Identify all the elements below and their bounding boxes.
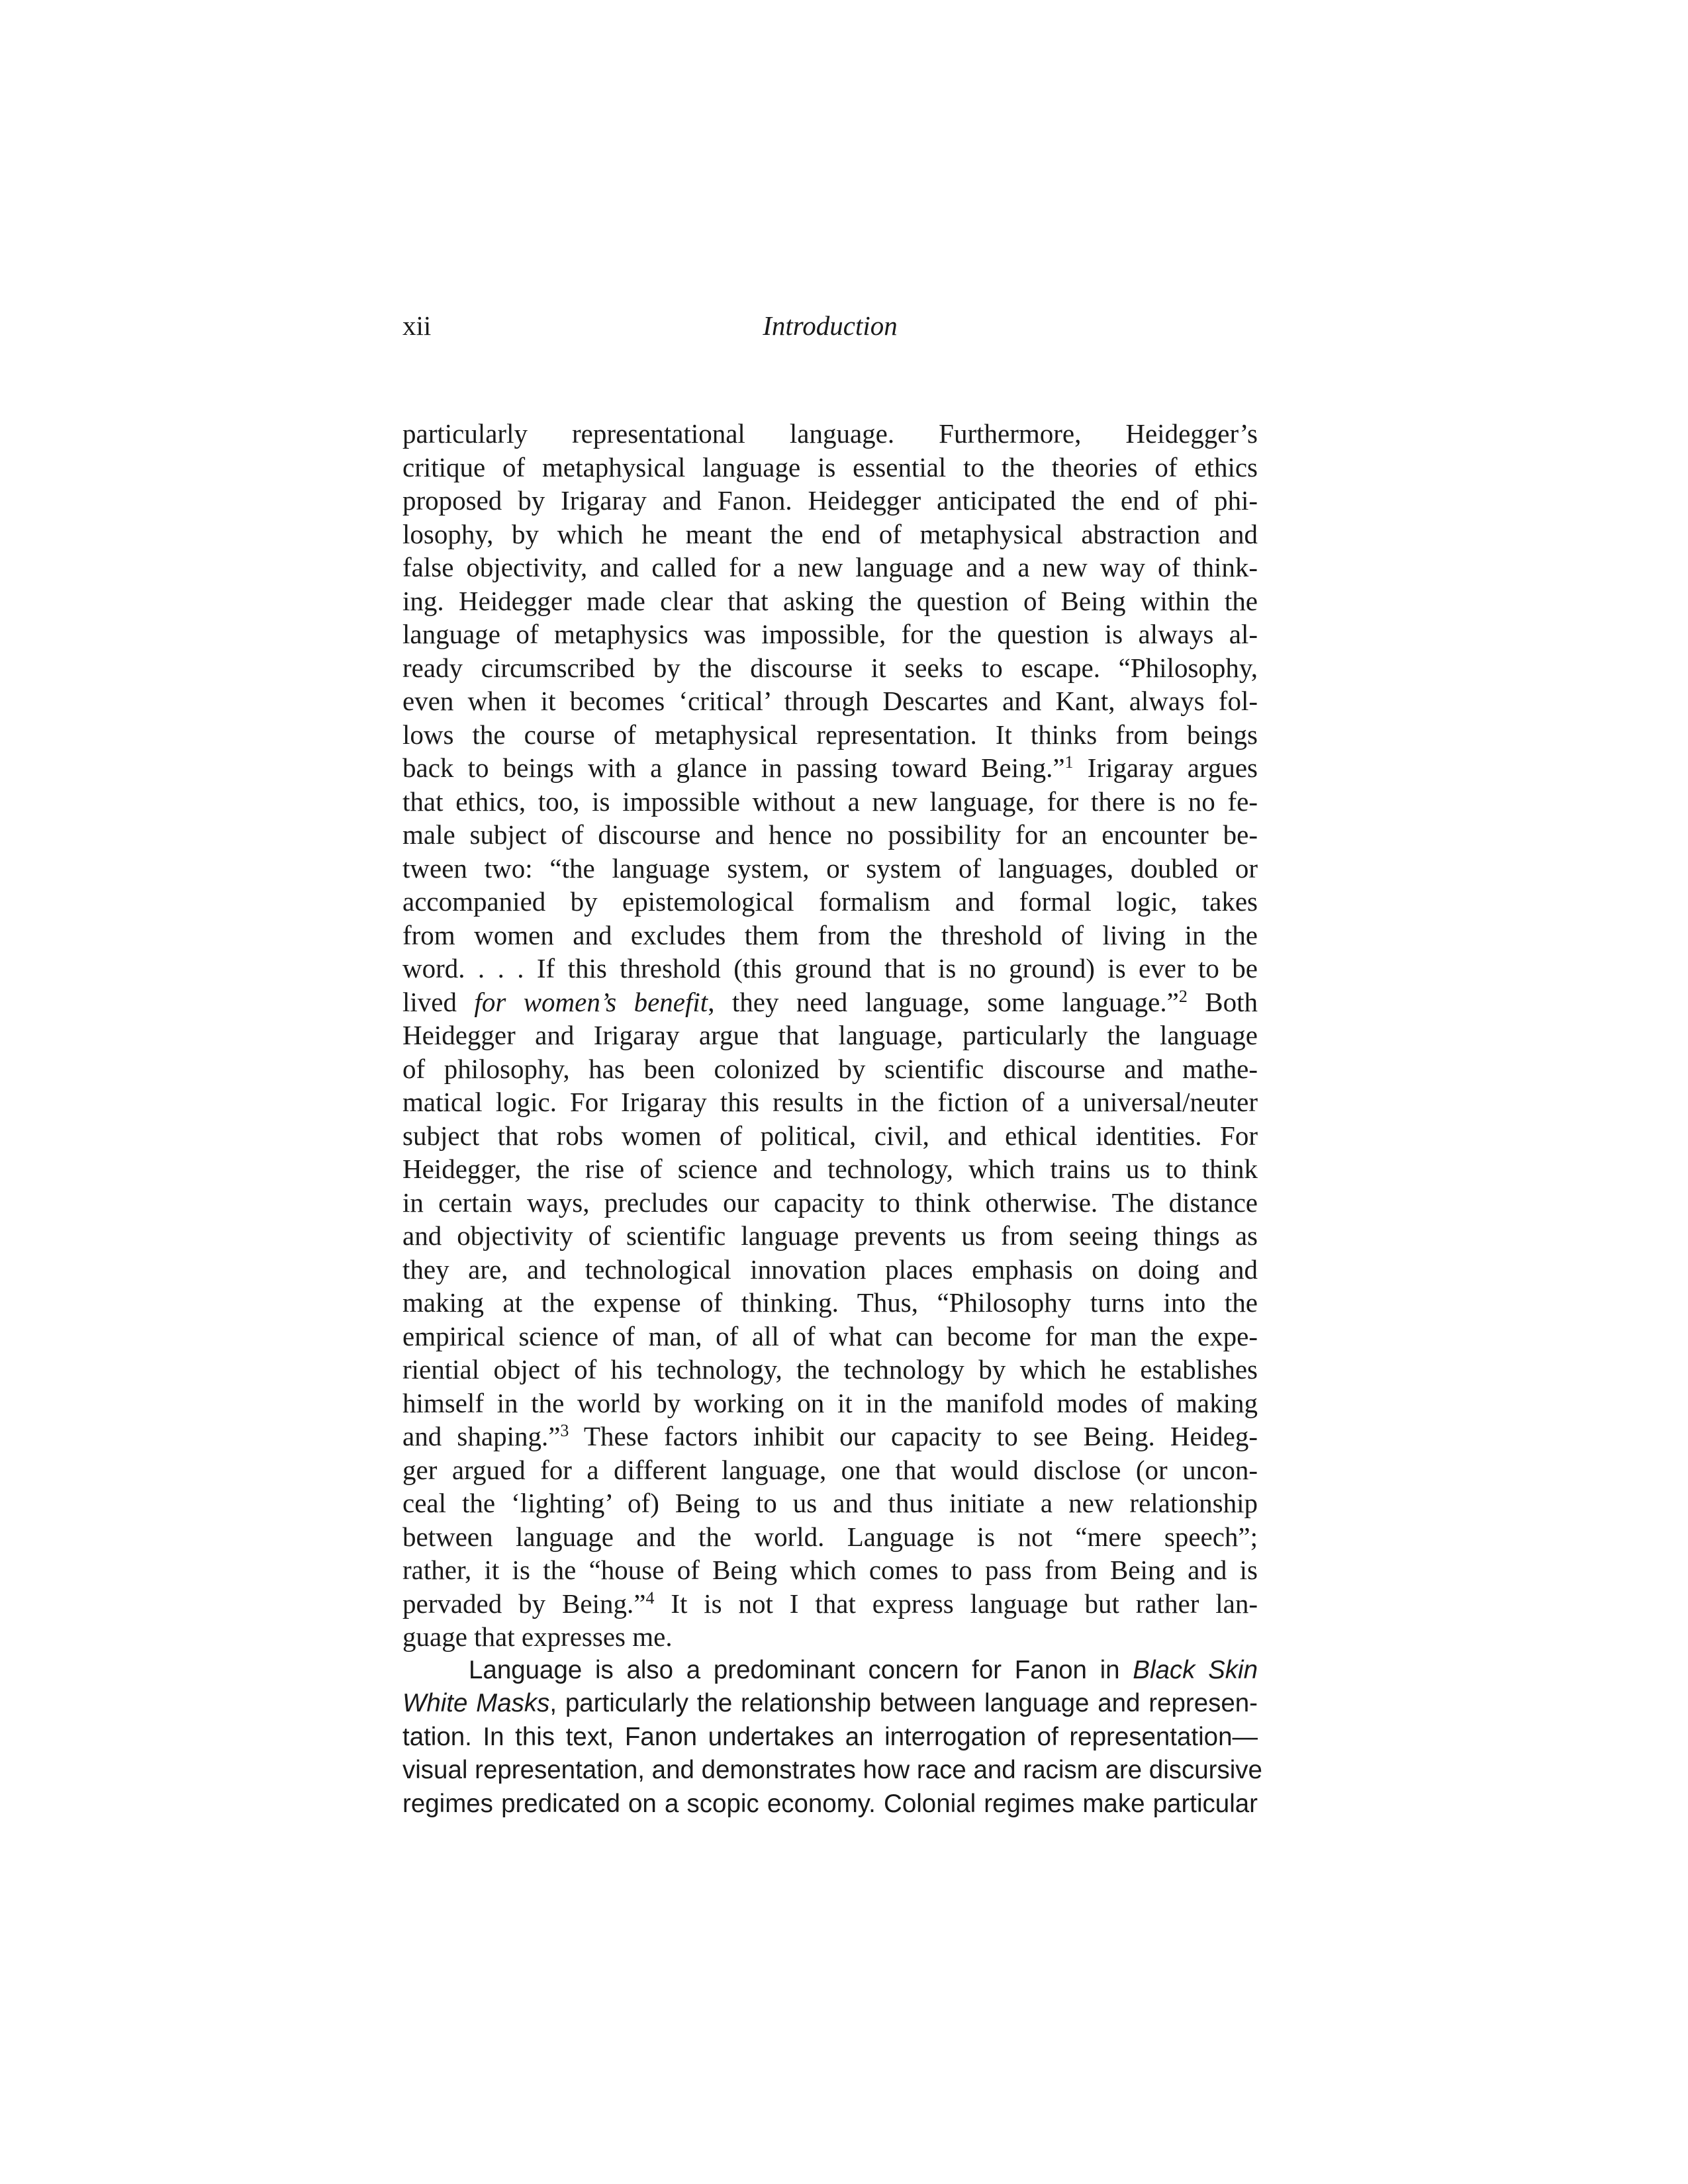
text-line: subject that robs women of political, civil, and ethical identities. For [402, 1120, 1258, 1151]
footnote-ref[interactable]: 2 [1178, 986, 1188, 1006]
text-line: tween two: “the language system, or system of languages, doubled or [402, 852, 1258, 884]
book-title-italic: Black Skin [1133, 1655, 1258, 1684]
text-line: word. . . . If this threshold (this ground that is no ground) is ever to be [402, 953, 1258, 983]
paragraph-2 [402, 1654, 1262, 1821]
text-line: particularly representational language. Furthermore, Heidegger’s [402, 418, 1258, 449]
paragraph-1 [402, 417, 1258, 1654]
text-run: Language is also a predominant concern for Fanon in [469, 1655, 1133, 1684]
running-header [402, 306, 1258, 345]
text-run: Irigaray argues [1073, 752, 1258, 783]
text-line [402, 1587, 1258, 1621]
text-run: lived [402, 986, 475, 1017]
text-line: from women and excludes them from the threshold of living in the [402, 919, 1258, 950]
text-line: empirical science of man, of all of what can become for man the expe- [402, 1320, 1258, 1351]
text-line: between language and the world. Language is not “mere speech”; [402, 1521, 1258, 1552]
text-line: ing. Heidegger made clear that asking the question of Being within the [402, 585, 1258, 616]
text-line: in certain ways, precludes our capacity to think otherwise. The distance [402, 1187, 1258, 1218]
text-line: tation. In this text, Fanon undertakes an interrogation of representation— [402, 1722, 1258, 1751]
text-line: proposed by Irigaray and Fanon. Heidegger anticipated the end of phi- [402, 485, 1258, 516]
text-run: and shaping.” [402, 1421, 561, 1451]
text-line [402, 1654, 1258, 1688]
text-line: himself in the world by working on it in the manifold modes of making [402, 1387, 1258, 1418]
text-line: language of metaphysics was impossible, for the question is always al- [402, 619, 1258, 649]
text-line: even when it becomes ‘critical’ through Descartes and Kant, always fol- [402, 686, 1258, 716]
text-line: making at the expense of thinking. Thus, “Philosophy turns into the [402, 1287, 1258, 1318]
page-number: xii [402, 310, 432, 341]
text-line: guage that expresses me. [402, 1621, 673, 1652]
text-run: , particularly the relationship between language and represen- [549, 1689, 1258, 1717]
text-line: they are, and technological innovation places emphasis on doing and [402, 1253, 1258, 1285]
text-line: ger argued for a different language, one that would disclose (or uncon- [402, 1454, 1258, 1485]
text-line: losophy, by which he meant the end of metaphysical abstraction and [402, 518, 1258, 549]
text-line: Heidegger, the rise of science and technology, which trains us to think [402, 1154, 1258, 1184]
text-run: pervaded by Being.” [402, 1588, 646, 1619]
text-line: Heidegger and Irigaray argue that language, particularly the language [402, 1020, 1258, 1050]
text-run: These factors inhibit our capacity to see Being. Heideg- [569, 1421, 1258, 1451]
text-line: critique of metaphysical language is essential to the theories of ethics [402, 451, 1258, 482]
text-line: visual representation, and demonstrates how race and racism are discursive [402, 1756, 1262, 1784]
text-line: false objectivity, and called for a new language and a new way of think- [402, 552, 1258, 582]
text-line: regimes predicated on a scopic economy. Colonial regimes make particular [402, 1789, 1258, 1818]
text-line: matical logic. For Irigaray this results in the fiction of a universal/neuter [402, 1087, 1258, 1117]
footnote-ref[interactable]: 3 [560, 1421, 569, 1440]
text-run: , they need language, some language.” [708, 986, 1179, 1017]
text-line: riential object of his technology, the technology by which he establishes [402, 1354, 1258, 1385]
text-line: accompanied by epistemological formalism and formal logic, takes [402, 886, 1258, 917]
text-line: rather, it is the “house of Being which comes to pass from Being and is [402, 1555, 1258, 1585]
main-text [402, 417, 1262, 1821]
text-line: ready circumscribed by the discourse it seeks to escape. “Philosophy, [402, 652, 1258, 683]
text-run: It is not I that express language but rather lan- [654, 1588, 1258, 1619]
text-line: that ethics, too, is impossible without a new language, for there is no fe- [402, 786, 1258, 817]
footnote-ref[interactable]: 4 [645, 1588, 655, 1608]
text-line: of philosophy, has been colonized by scientific discourse and mathe- [402, 1053, 1258, 1084]
text-line [402, 1687, 1258, 1721]
text-line: ceal the ‘lighting’ of) Being to us and thus initiate a new relationship [402, 1488, 1258, 1518]
book-title-italic: White Masks [402, 1689, 550, 1717]
text-line: and objectivity of scientific language prevents us from seeing things as [402, 1220, 1258, 1251]
text-run: Both [1187, 986, 1258, 1017]
running-head-title: Introduction [763, 310, 898, 341]
text-line [402, 751, 1258, 785]
italic-emphasis: for women’s benefit [474, 986, 708, 1017]
footnote-ref[interactable]: 1 [1064, 752, 1074, 772]
text-line: lows the course of metaphysical representation. It thinks from beings [402, 719, 1258, 750]
text-line: male subject of discourse and hence no possibility for an encounter be- [402, 819, 1258, 850]
text-line [402, 985, 1258, 1019]
text-line [402, 1420, 1258, 1453]
text-run: back to beings with a glance in passing toward Being.” [402, 752, 1065, 783]
